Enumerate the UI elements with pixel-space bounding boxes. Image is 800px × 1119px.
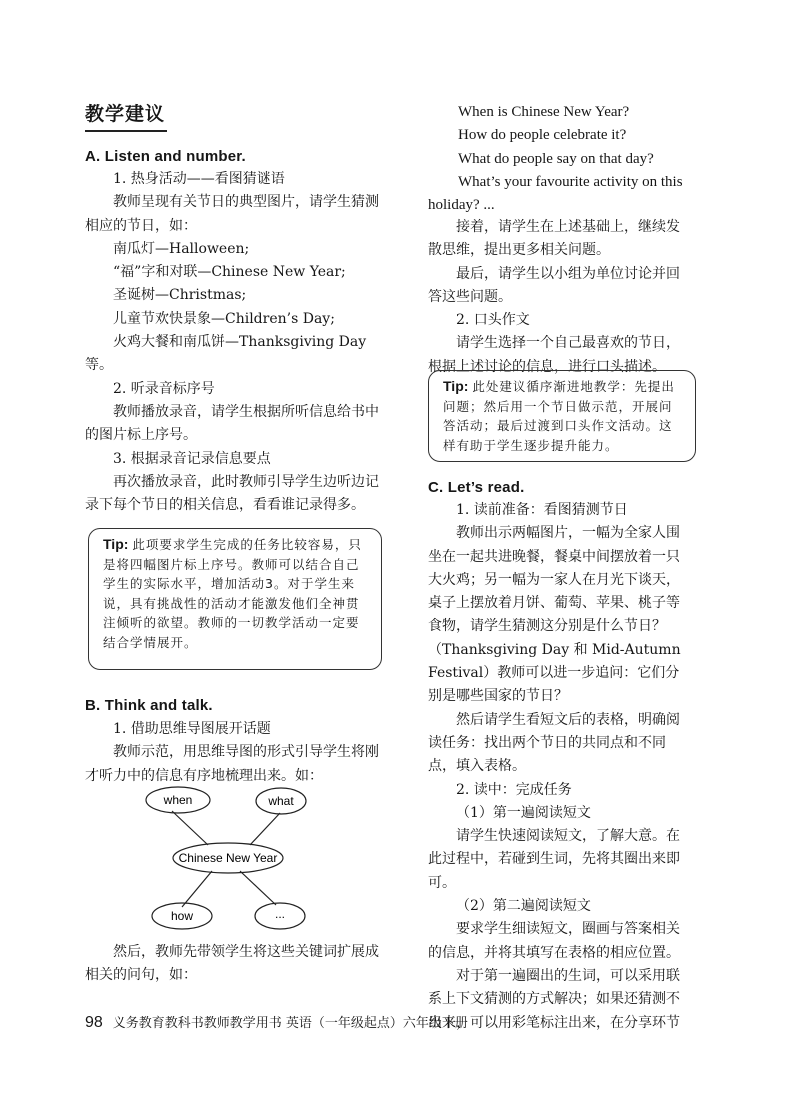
section-a-header: A. Listen and number. xyxy=(85,148,246,165)
tip-box-1 xyxy=(88,528,382,670)
question-list xyxy=(428,101,690,217)
question-line: When is Chinese New Year? xyxy=(458,104,630,120)
paragraph: 1. 热身活动——看图猜谜语 xyxy=(113,171,285,187)
paragraph: 儿童节欢快景象—Children’s Day; xyxy=(113,310,335,327)
mind-map-label-what: what xyxy=(268,794,294,808)
section-b-header: B. Think and talk. xyxy=(85,697,213,714)
page-footer xyxy=(85,1012,468,1032)
section-title: 教学建议 xyxy=(85,99,167,132)
paragraph: 1. 借助思维导图展开话题 xyxy=(113,721,271,737)
paragraph: （Thanksgiving Day 和 Mid-Autumn Festival）教师可以进一步追问：它们分别是哪些国家的节日？ xyxy=(428,641,681,705)
paragraph: 请学生快速阅读短文，了解大意。在此过程中，若碰到生词，先将其圈出来即可。 xyxy=(428,828,680,891)
section-c-body xyxy=(428,499,690,1035)
book-title: 义务教育教科书教师教学用书 英语（一年级起点）六年级下册 xyxy=(112,1016,468,1031)
page-number: 98 xyxy=(85,1014,103,1031)
paragraph: 教师出示两幅图片，一幅为全家人围坐在一起共进晚餐，餐桌中间摆放着一只大火鸡；另一幅为一家人在月光下谈天，桌子上摆放着月饼、葡萄、苹果、桃子等食物，请学生猜测这分别是什么节日？ xyxy=(428,525,680,635)
paragraph: 2. 听录音标序号 xyxy=(113,380,215,397)
mind-map xyxy=(130,783,320,941)
tip-label: Tip: xyxy=(103,536,129,552)
mind-map-label-more: ... xyxy=(274,907,286,921)
mind-map-label-when: when xyxy=(163,793,193,807)
paragraph: 2. 读中：完成任务 xyxy=(456,781,572,798)
paragraph: 教师呈现有关节日的典型图片，请学生猜测相应的节日，如： xyxy=(85,194,379,234)
paragraph: 1. 读前准备：看图猜测节日 xyxy=(456,502,628,518)
paragraph: 教师示范，用思维导图的形式引导学生将刚才听力中的信息有序地梳理出来。如： xyxy=(85,744,379,784)
question-line: What’s your favourite activity on this holiday? ... xyxy=(428,173,683,214)
paragraph: 火鸡大餐和南瓜饼—Thanksgiving Day等。 xyxy=(85,334,367,374)
section-b-after xyxy=(85,941,382,988)
tip-box-2 xyxy=(428,370,696,462)
mind-map-connector xyxy=(240,871,276,905)
tip-text: 此处建议循序渐进地教学：先提出问题；然后用一个节日做示范，开展问答活动；最后过渡到口头作文活动。这样有助于学生逐步提升能力。 xyxy=(443,379,675,453)
paragraph: 然后请学生看短文后的表格，明确阅读任务：找出两个节日的共同点和不同点，填入表格。 xyxy=(428,711,680,775)
paragraph: 接着，请学生在上述基础上，继续发散思维，提出更多相关问题。 xyxy=(428,219,680,259)
paragraph: 要求学生细读短文，圈画与答案相关的信息，并将其填写在表格的相应位置。 xyxy=(428,921,680,961)
mind-map-connector xyxy=(250,813,280,845)
paragraph: 对于第一遍圈出的生词，可以采用联系上下文猜测的方式解决；如果还猜测不出来，可以用彩笔标注出来，在分享环节 xyxy=(428,967,680,1031)
paragraph: （2）第二遍阅读短文 xyxy=(456,898,591,915)
section-a-body xyxy=(85,168,382,517)
tip-label: Tip: xyxy=(443,378,469,394)
paragraph: 教师播放录音，请学生根据所听信息给书中的图片标上序号。 xyxy=(85,403,379,444)
paragraph: 最后，请学生以小组为单位讨论并回答这些问题。 xyxy=(428,265,680,305)
paragraph: 2. 口头作文 xyxy=(456,312,530,329)
question-line: What do people say on that day? xyxy=(458,150,654,167)
section-c-header: C. Let’s read. xyxy=(428,479,525,496)
paragraph: “福”字和对联—Chinese New Year; xyxy=(113,264,346,281)
paragraph: （1）第一遍阅读短文 xyxy=(456,804,591,821)
tip-text: 此项要求学生完成的任务比较容易，只是将四幅图片标上序号。教师可以结合自己学生的实际水平，增加活动3。对于学生来说，具有挑战性的活动才能激发他们全神贯注倾听的欲望。教师的一切教学活动一定要结合学情展开。 xyxy=(103,537,362,650)
mind-map-label-how: how xyxy=(170,909,194,923)
mind-map-connector xyxy=(172,811,208,845)
section-b-continued xyxy=(428,216,690,379)
section-b-body xyxy=(85,718,382,788)
question-line: How do people celebrate it? xyxy=(458,127,627,144)
paragraph: 南瓜灯—Halloween; xyxy=(113,240,250,257)
paragraph: 再次播放录音，此时教师引导学生边听边记录下每个节日的相关信息，看看谁记录得多。 xyxy=(85,473,379,514)
mind-map-label-center: Chinese New Year xyxy=(178,851,278,865)
paragraph: 请学生选择一个自己最喜欢的节日，根据上述讨论的信息，进行口头描述。 xyxy=(428,335,680,375)
paragraph: 圣诞树—Christmas; xyxy=(113,287,247,304)
mind-map-connector xyxy=(182,871,212,907)
paragraph: 然后，教师先带领学生将这些关键词扩展成相关的问句，如： xyxy=(85,944,379,984)
paragraph: 3. 根据录音记录信息要点 xyxy=(113,450,271,467)
